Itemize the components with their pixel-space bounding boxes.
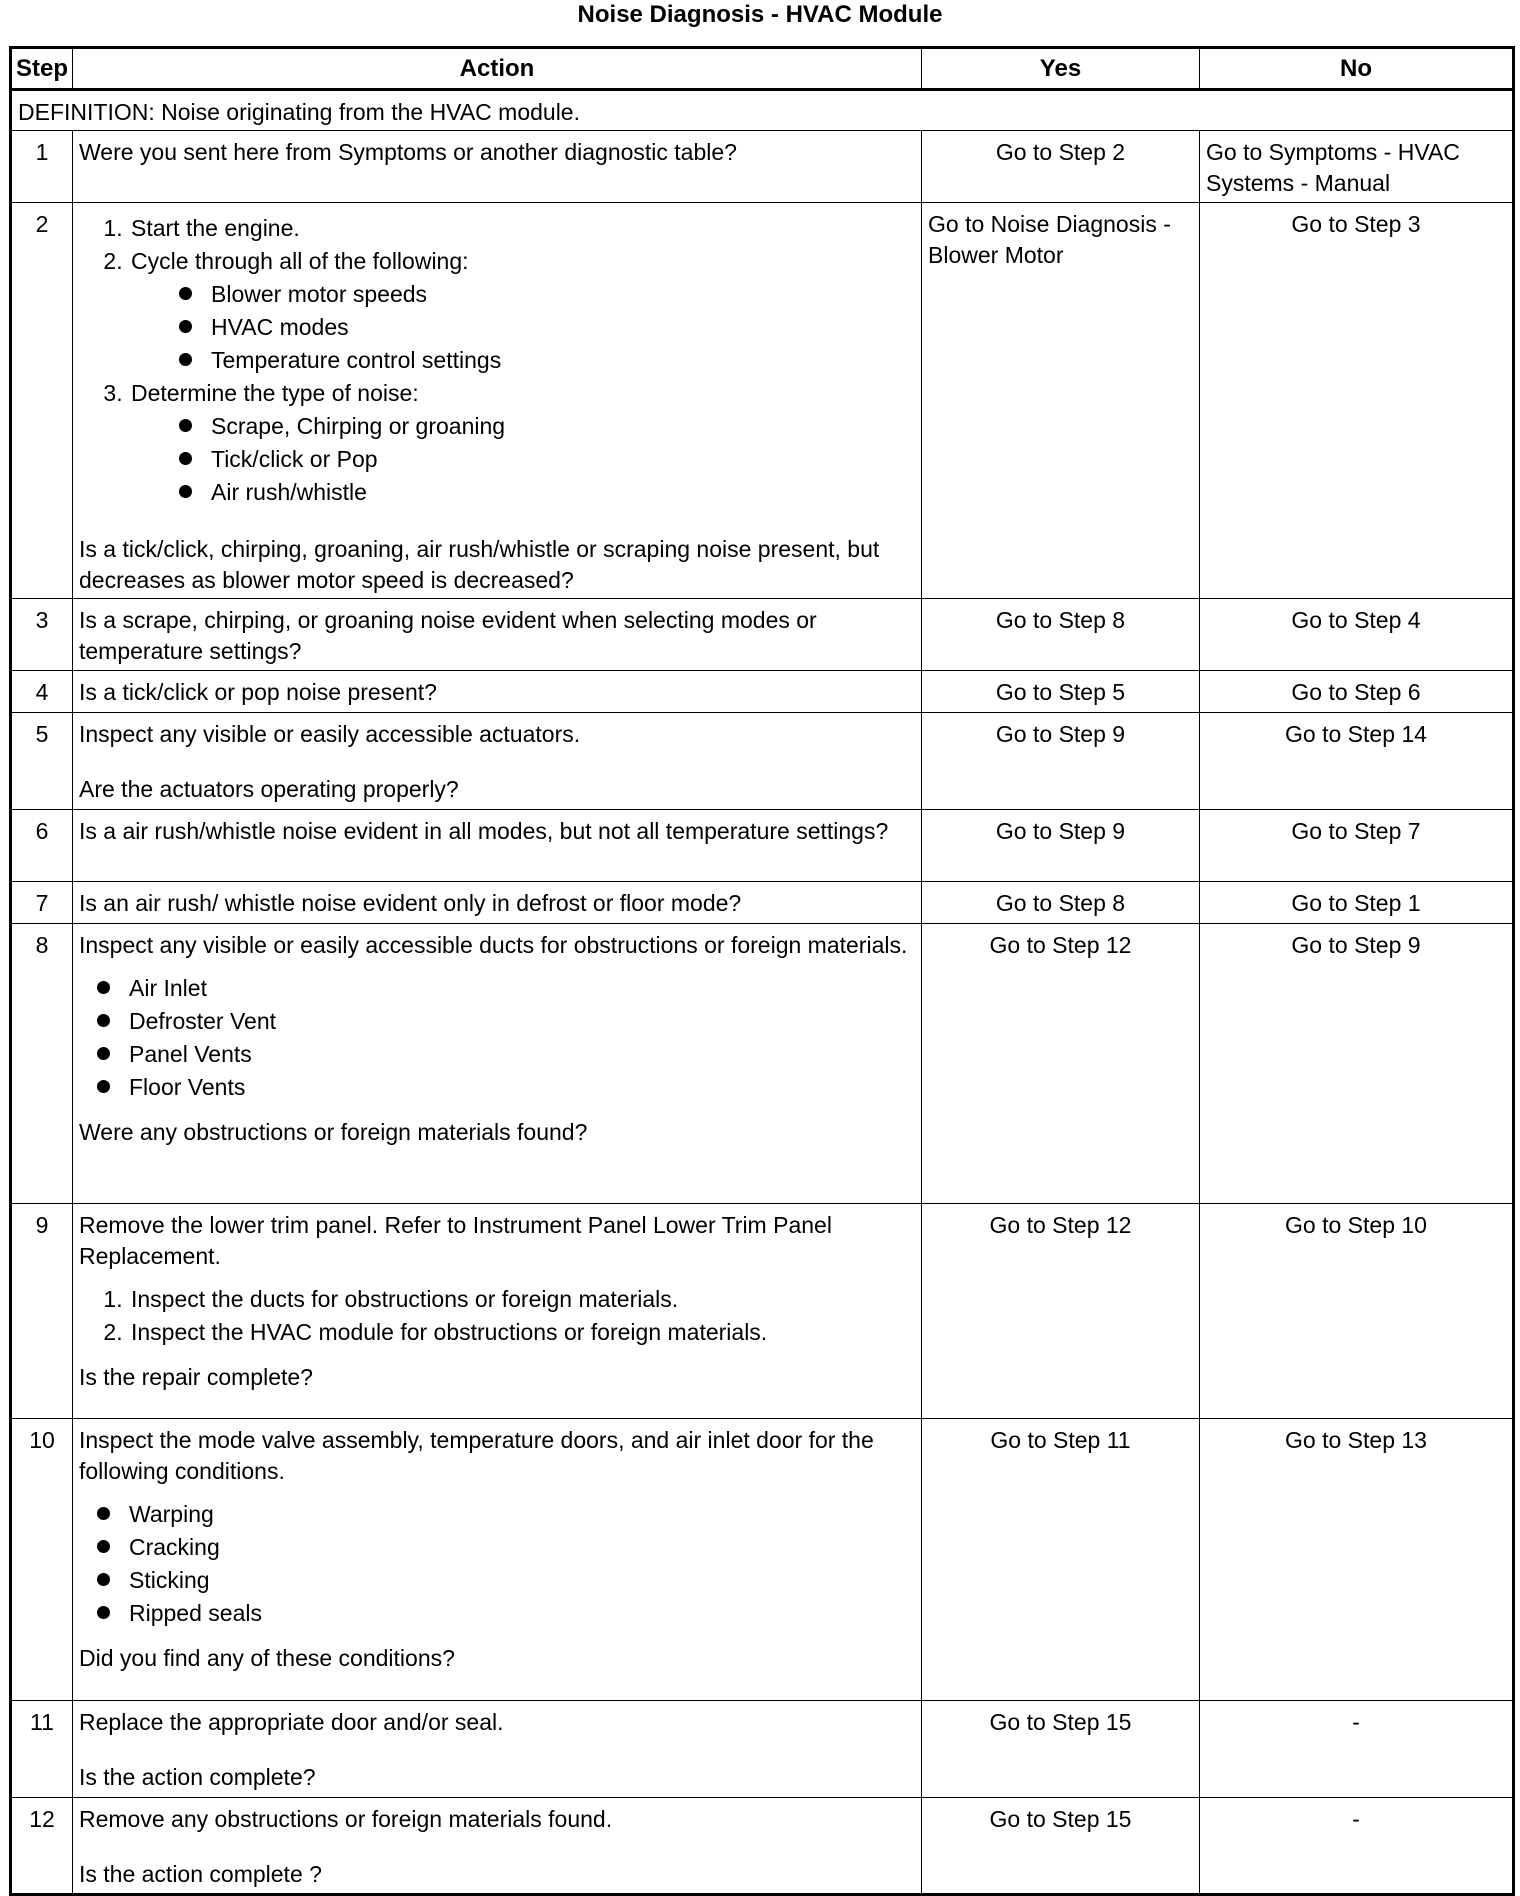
action-question: Are the actuators operating properly? xyxy=(79,776,459,802)
step-number: 6 xyxy=(11,810,73,882)
action-intro: Remove any obstructions or foreign materials found. xyxy=(79,1806,613,1832)
definition-row xyxy=(11,90,1514,131)
list-item-text: Cycle through all of the following: xyxy=(131,248,469,274)
step-number: 11 xyxy=(11,1701,73,1798)
no-cell: Go to Step 7 xyxy=(1200,810,1514,882)
bullet-list xyxy=(79,973,915,1103)
bullet-item: Defroster Vent xyxy=(97,1006,915,1037)
step-number: 10 xyxy=(11,1419,73,1701)
step-number: 5 xyxy=(11,713,73,810)
bullet-list xyxy=(79,1499,915,1629)
action-question: Is a tick/click or pop noise present? xyxy=(79,679,437,705)
spacer xyxy=(79,1272,915,1280)
list-item xyxy=(129,213,915,244)
bullet-list xyxy=(131,411,915,508)
definition-text: DEFINITION: Noise originating from the HVAC module. xyxy=(11,90,1514,131)
diagnostic-table xyxy=(9,46,1515,1896)
action-question: Is the repair complete? xyxy=(79,1364,313,1390)
header-step: Step xyxy=(11,48,73,90)
bullet-item: Panel Vents xyxy=(97,1039,915,1070)
no-cell: Go to Symptoms - HVAC Systems - Manual xyxy=(1200,131,1514,203)
list-item xyxy=(129,246,915,376)
table-row xyxy=(11,810,1514,882)
table-row xyxy=(11,1798,1514,1895)
bullet-item: Blower motor speeds xyxy=(179,279,915,310)
step-number: 1 xyxy=(11,131,73,203)
spacer xyxy=(79,1105,915,1117)
action-question: Is the action complete? xyxy=(79,1764,316,1790)
action-intro: Inspect any visible or easily accessible ducts for obstructions or foreign materials. xyxy=(79,932,908,958)
bullet-list xyxy=(131,279,915,376)
bullet-item: Ripped seals xyxy=(97,1598,915,1629)
bullet-item: Air rush/whistle xyxy=(179,477,915,508)
yes-cell: Go to Step 5 xyxy=(922,671,1200,713)
no-cell: Go to Step 1 xyxy=(1200,882,1514,924)
action-question: Were you sent here from Symptoms or another diagnostic table? xyxy=(79,139,737,165)
action-cell xyxy=(73,671,922,713)
action-intro: Inspect the mode valve assembly, temperature doors, and air inlet door for the following conditions. xyxy=(79,1427,874,1484)
bullet-item: HVAC modes xyxy=(179,312,915,343)
yes-cell: Go to Step 15 xyxy=(922,1798,1200,1895)
bullet-item: Temperature control settings xyxy=(179,345,915,376)
spacer xyxy=(79,1835,915,1859)
action-intro: Remove the lower trim panel. Refer to Instrument Panel Lower Trim Panel Replacement. xyxy=(79,1212,832,1269)
bullet-item: Sticking xyxy=(97,1565,915,1596)
action-question: Is an air rush/ whistle noise evident only in defrost or floor mode? xyxy=(79,890,742,916)
step-number: 2 xyxy=(11,203,73,599)
table-row xyxy=(11,203,1514,599)
step-number: 4 xyxy=(11,671,73,713)
table-row xyxy=(11,1204,1514,1419)
header-row xyxy=(11,48,1514,90)
action-cell xyxy=(73,1419,922,1701)
bullet-item: Tick/click or Pop xyxy=(179,444,915,475)
spacer xyxy=(79,1738,915,1762)
table-row xyxy=(11,599,1514,671)
page-title: Noise Diagnosis - HVAC Module xyxy=(577,1,943,28)
action-cell xyxy=(73,131,922,203)
list-item xyxy=(129,378,915,508)
header-action: Action xyxy=(73,48,922,90)
bullet-item: Scrape, Chirping or groaning xyxy=(179,411,915,442)
spacer xyxy=(79,961,915,973)
spacer xyxy=(79,750,915,774)
list-item: 1. Inspect the ducts for obstructions or foreign materials. xyxy=(129,1284,915,1315)
action-cell xyxy=(73,1204,922,1419)
step-number: 8 xyxy=(11,924,73,1204)
action-cell xyxy=(73,924,922,1204)
header-yes: Yes xyxy=(922,48,1200,90)
yes-cell: Go to Step 11 xyxy=(922,1419,1200,1701)
action-question: Did you find any of these conditions? xyxy=(79,1645,455,1671)
header-no: No xyxy=(1200,48,1514,90)
no-cell: - xyxy=(1200,1798,1514,1895)
table-row xyxy=(11,882,1514,924)
no-cell: Go to Step 6 xyxy=(1200,671,1514,713)
step-number: 7 xyxy=(11,882,73,924)
action-intro: Replace the appropriate door and/or seal. xyxy=(79,1709,504,1735)
no-cell: - xyxy=(1200,1701,1514,1798)
no-cell: Go to Step 9 xyxy=(1200,924,1514,1204)
yes-cell: Go to Step 9 xyxy=(922,713,1200,810)
bullet-item: Warping xyxy=(97,1499,915,1530)
action-question: Is the action complete ? xyxy=(79,1861,322,1887)
table-row xyxy=(11,1419,1514,1701)
table-row xyxy=(11,713,1514,810)
action-cell xyxy=(73,1701,922,1798)
table-row xyxy=(11,1701,1514,1798)
spacer xyxy=(79,1487,915,1499)
yes-cell: Go to Step 2 xyxy=(922,131,1200,203)
yes-cell: Go to Step 9 xyxy=(922,810,1200,882)
action-question: Is a scrape, chirping, or groaning noise evident when selecting modes or temperature settings? xyxy=(79,607,817,664)
spacer xyxy=(79,510,915,534)
table-row xyxy=(11,131,1514,203)
action-question: Is a tick/click, chirping, groaning, air rush/whistle or scraping noise present, but decreases as blower motor speed is decreased? xyxy=(79,536,880,593)
table-row xyxy=(11,924,1514,1204)
action-cell xyxy=(73,1798,922,1895)
bullet-item: Floor Vents xyxy=(97,1072,915,1103)
action-cell xyxy=(73,713,922,810)
step-number: 3 xyxy=(11,599,73,671)
bullet-item: Air Inlet xyxy=(97,973,915,1004)
action-cell xyxy=(73,882,922,924)
action-question: Is a air rush/whistle noise evident in all modes, but not all temperature settings? xyxy=(79,818,889,844)
spacer xyxy=(79,1631,915,1643)
no-cell: Go to Step 10 xyxy=(1200,1204,1514,1419)
step-number: 9 xyxy=(11,1204,73,1419)
list-item: 2. Inspect the HVAC module for obstructions or foreign materials. xyxy=(129,1317,915,1348)
list-item-text: Determine the type of noise: xyxy=(131,380,419,406)
step-number: 12 xyxy=(11,1798,73,1895)
yes-cell: Go to Step 12 xyxy=(922,1204,1200,1419)
spacer xyxy=(79,1350,915,1362)
yes-cell: Go to Step 15 xyxy=(922,1701,1200,1798)
no-cell: Go to Step 13 xyxy=(1200,1419,1514,1701)
action-numbered-list xyxy=(79,213,915,508)
action-cell xyxy=(73,810,922,882)
no-cell: Go to Step 3 xyxy=(1200,203,1514,599)
no-cell: Go to Step 14 xyxy=(1200,713,1514,810)
action-question: Were any obstructions or foreign materials found? xyxy=(79,1119,588,1145)
yes-cell: Go to Step 8 xyxy=(922,599,1200,671)
action-cell xyxy=(73,599,922,671)
action-cell xyxy=(73,203,922,599)
yes-cell: Go to Step 12 xyxy=(922,924,1200,1204)
no-cell: Go to Step 4 xyxy=(1200,599,1514,671)
yes-cell: Go to Noise Diagnosis - Blower Motor xyxy=(922,203,1200,599)
action-numbered-list xyxy=(79,1284,915,1348)
yes-cell: Go to Step 8 xyxy=(922,882,1200,924)
bullet-item: Cracking xyxy=(97,1532,915,1563)
action-intro: Inspect any visible or easily accessible actuators. xyxy=(79,721,581,747)
table-row xyxy=(11,671,1514,713)
list-item-text: Start the engine. xyxy=(131,215,300,241)
